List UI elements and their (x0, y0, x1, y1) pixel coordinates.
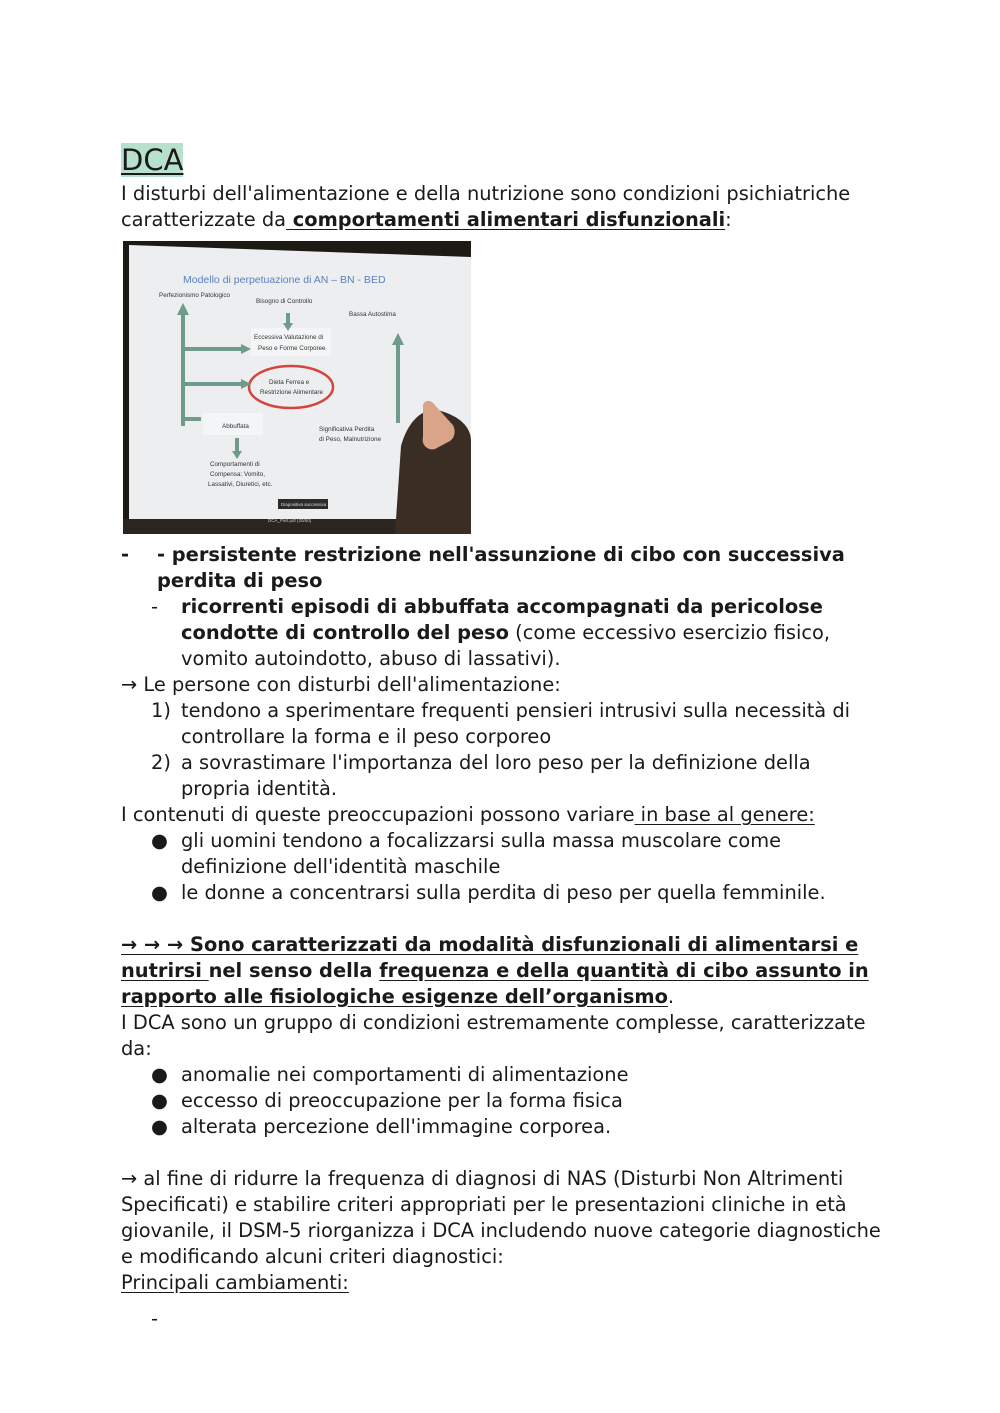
bullet-icon: ● (151, 1063, 168, 1086)
list-item-text (181, 594, 881, 672)
node-valutazione-1: Eccessiva Valutazione di (254, 334, 324, 341)
list-marker: - (121, 543, 130, 566)
bullet-item (151, 1062, 881, 1088)
list-item (121, 542, 881, 594)
intro-emphasis: comportamenti alimentari disfunzionali (286, 208, 726, 231)
plain-text: (come eccessivo esercizio fisico, vomito autoindotto, abuso di lassativi). (181, 621, 831, 670)
node-dieta-1: Dieta Ferrea e (269, 379, 310, 386)
list-item (151, 594, 881, 672)
numbered-item (151, 698, 881, 750)
slide-diagram (123, 241, 471, 534)
numbered-item (151, 750, 881, 802)
genere-emphasis: in base al genere: (634, 803, 815, 826)
bold-text: ricorrenti episodi di abbuffata accompagnati da pericolose condotte di controllo del peso (181, 595, 823, 644)
bullet-item (151, 1088, 881, 1114)
intro-text: I disturbi dell'alimentazione e della nutrizione sono condizioni psichiatriche caratterizzate da (121, 182, 851, 231)
section-heading: Principali cambiamenti: (121, 1271, 349, 1294)
node-controllo: Bisogno di Controllo (256, 298, 313, 305)
node-compensa-1: Comportamenti di (210, 461, 260, 468)
slide-title: Modello di perpetuazione di AN – BN - BED (183, 274, 386, 286)
bullet-item-text: le donne a concentrarsi sulla perdita di peso per quella femminile. (181, 881, 826, 904)
caratterizzati-end: . (667, 985, 675, 1008)
dsm-paragraph: → al fine di ridurre la frequenza di diagnosi di NAS (Disturbi Non Altrimenti Specificati) e stabilire criteri appropriati per le presentazioni cliniche in età giovanile, il DSM-5 riorganizza i DCA includendo nuove categorie diagnostiche e modificando alcuni criteri diagnostici: (121, 1167, 881, 1268)
list-item-text: - persistente restrizione nell'assunzione di cibo con successiva perdita di peso (157, 543, 845, 592)
node-autostima: Bassa Autostima (349, 311, 396, 318)
intro-end: : (725, 208, 732, 231)
bullet-icon: ● (151, 829, 168, 852)
node-compensa-3: Lassativi, Diuretici, etc. (208, 481, 273, 488)
bullet-item-text: alterata percezione dell'immagine corporea. (181, 1115, 612, 1138)
node-valutazione-2: Peso e Forme Corporee (258, 345, 326, 352)
bullet-item-text: anomalie nei comportamenti di alimentazione (181, 1063, 629, 1086)
node-perfezionismo: Perfezionismo Patologico (159, 292, 231, 299)
genere-text: I contenuti di queste preoccupazioni possono variare (121, 803, 635, 826)
ellipse-highlight (249, 366, 333, 408)
numbered-item-text: a sovrastimare l'importanza del loro peso per la definizione della propria identità. (181, 751, 811, 800)
caratterizzati-emphasis-2: frequenza e della quantità di cibo assunto in rapporto alle fisiologiche esigenze dell’organismo (121, 959, 869, 1008)
persone-lead: → Le persone con disturbi dell'alimentazione: (121, 673, 561, 696)
list-marker: - (151, 1307, 158, 1330)
slide-badge: Diapositiva successiva (281, 502, 327, 507)
bullet-item-text: gli uomini tendono a focalizzarsi sulla massa muscolare come definizione dell'identità maschile (181, 829, 782, 878)
number-marker: 2) (151, 751, 171, 774)
numbered-item-text: tendono a sperimentare frequenti pensieri intrusivi sulla necessità di controllare la forma e il peso corporeo (181, 699, 851, 748)
caratterizzati-emphasis: → → → Sono caratterizzati da modalità disfunzionali di alimentarsi e nutrirsi (121, 933, 859, 982)
list-item (151, 1306, 881, 1332)
bullet-icon: ● (151, 1089, 168, 1112)
slide-footer: DCA_Part.pdf (20/50) (268, 518, 312, 523)
number-marker: 1) (151, 699, 171, 722)
gruppo-lead: I DCA sono un gruppo di condizioni estremamente complesse, caratterizzate da: (121, 1011, 866, 1060)
node-compensa-2: Compensa: Vomito, (210, 471, 265, 478)
bullet-item-text: eccesso di preoccupazione per la forma fisica (181, 1089, 623, 1112)
node-abbuffata: Abbuffata (222, 423, 249, 430)
caratterizzati-paragraph (121, 932, 881, 1010)
bullet-item (151, 828, 881, 880)
node-perdita-1: Significativa Perdita (319, 426, 375, 433)
page-title: DCA (121, 143, 184, 177)
caratterizzati-text: nel senso della (208, 959, 380, 982)
node-perdita-2: di Peso, Malnutrizione (319, 436, 381, 443)
node-dieta-2: Restrizione Alimentare (260, 389, 323, 396)
bullet-item (151, 880, 881, 906)
list-marker: - (151, 595, 158, 618)
bullet-icon: ● (151, 881, 168, 904)
bullet-item (151, 1114, 881, 1140)
bullet-icon: ● (151, 1115, 168, 1138)
document-page (121, 143, 881, 1332)
slide-photo (123, 241, 471, 534)
intro-paragraph (121, 181, 881, 233)
genere-lead (121, 802, 881, 828)
